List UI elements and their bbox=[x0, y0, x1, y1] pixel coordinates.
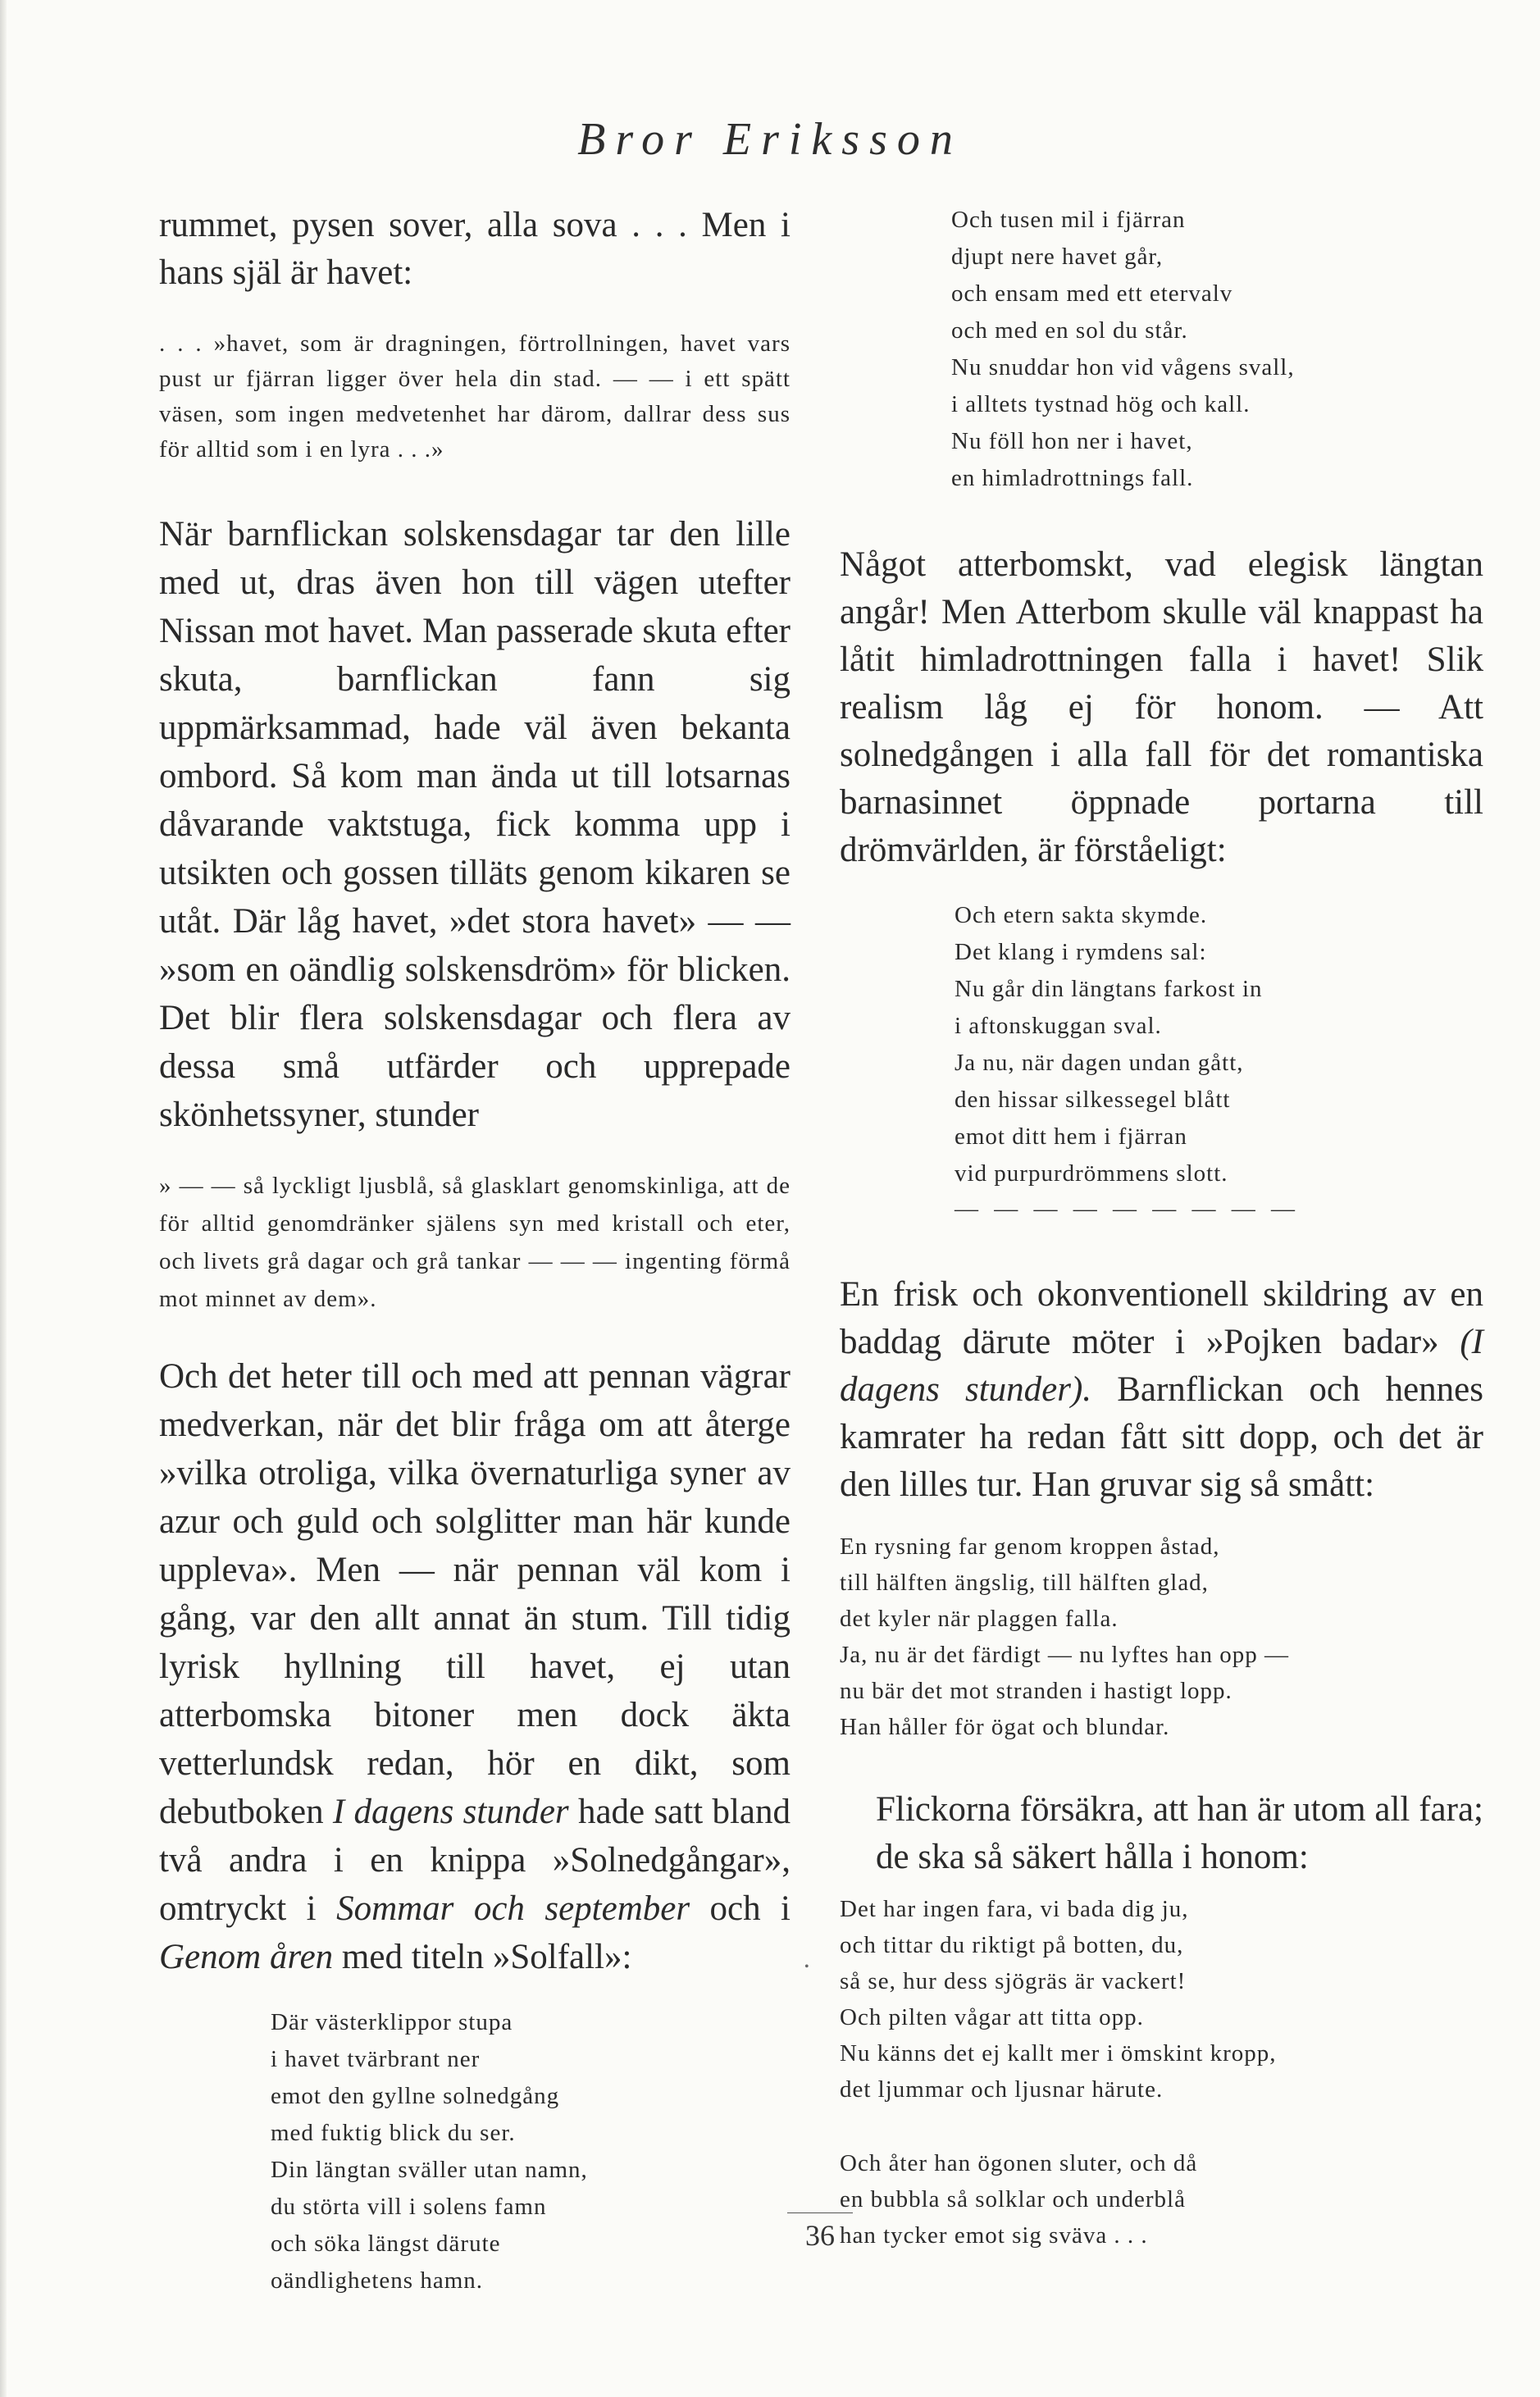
stray-mark: • bbox=[804, 1960, 809, 1974]
paragraph-text: En frisk och okonventionell skildring av en baddag därute möter i »Pojken badar» bbox=[840, 1275, 1483, 1361]
verse-line: i alltets tystnad hög och kall. bbox=[951, 391, 1251, 417]
verse-line: den hissar silkessegel blått bbox=[955, 1087, 1231, 1113]
paragraph-text: hade satt bland två andra i en knippa »Solnedgångar», omtryckt i bbox=[159, 1793, 791, 1928]
poem-bubbla bbox=[840, 2145, 1483, 2253]
verse-line: han tycker emot sig sväva . . . bbox=[840, 2222, 1148, 2249]
verse-line: Nu går din längtans farkost in bbox=[955, 976, 1263, 1002]
running-title: Bror Eriksson bbox=[577, 114, 963, 165]
paragraph-text: Och det heter till och med att pennan vägrar medverkan, när det blir fråga om att återge »vilka otroliga, vilka övernaturliga syner av azur och guld och solglitter man här kunde uppleva». Men — när pennan väl kom i gång, var den allt annat än stum. Till tidig lyrisk hyllning till havet, ej utan atterbomska bitoner men dock äkta vetterlundsk redan, hör en dikt, som debutboken bbox=[159, 1357, 791, 1831]
verse-line: nu bär det mot stranden i hastigt lopp. bbox=[840, 1678, 1232, 1704]
paragraph-text: Barnflickan och hennes kamrater ha redan fått sitt dopp, och det är den lilles tur. Han gruvar sig så smått: bbox=[840, 1370, 1484, 1504]
verse-line: emot ditt hem i fjärran bbox=[955, 1123, 1187, 1150]
dash-separator: — — — — — — — — — bbox=[955, 1196, 1300, 1222]
verse-line: Och åter han ögonen sluter, och då bbox=[840, 2150, 1198, 2176]
verse-line: Nu känns det ej kallt mer i ömskint kropp, bbox=[840, 2040, 1277, 2067]
verse-line: Ja, nu är det färdigt — nu lyftes han opp — bbox=[840, 1642, 1289, 1668]
verse-line: Och tusen mil i fjärran bbox=[951, 207, 1186, 233]
poem-drommen bbox=[840, 897, 1483, 1225]
poem-flickorna bbox=[840, 1891, 1483, 2108]
verse-line: till hälften ängslig, till hälften glad, bbox=[840, 1570, 1209, 1596]
paragraph: När barnflickan solskensdagar tar den lille med ut, dras även hon till vägen utefter Nissan mot havet. Man passerade skuta efter skuta, barnflickan fann sig uppmärksammad, hade väl även bekanta ombord. Så kom man ända ut till lotsarnas dåvarande vaktstuga, fick komma upp i utsikten och gossen tilläts genom kikaren se utåt. Där låg havet, »det stora havet» — — »som en oändlig solskensdröm» för blicken. Det blir flera solskensdagar och flera av dessa små utfärder och upprepade skönhetssyner, stunder bbox=[159, 515, 791, 1134]
poem-pojken-badar bbox=[840, 1529, 1483, 1745]
verse-line: Nu föll hon ner i havet, bbox=[951, 428, 1193, 454]
verse-line: det kyler när plaggen falla. bbox=[840, 1606, 1119, 1632]
verse-line: Och pilten vågar att titta opp. bbox=[840, 2004, 1144, 2030]
paragraph: Flickorna försäkra, att han är utom all fara; de ska så säkert hålla i honom: bbox=[876, 1790, 1483, 1876]
verse-line: en bubbla så solklar och underblå bbox=[840, 2186, 1186, 2212]
verse-line: och ensam med ett etervalv bbox=[951, 280, 1233, 307]
poem-solfall bbox=[159, 2004, 791, 2299]
verse-line: och med en sol du står. bbox=[951, 317, 1188, 344]
verse-line: Nu snuddar hon vid vågens svall, bbox=[951, 354, 1295, 381]
verse-line: oändlighetens hamn. bbox=[271, 2267, 484, 2294]
verse-line: och söka längst därute bbox=[271, 2231, 501, 2257]
book-title: (I dagens stunder). bbox=[840, 1323, 1483, 1409]
verse-line: med fuktig blick du ser. bbox=[271, 2120, 516, 2146]
verse-line: Och etern sakta skymde. bbox=[955, 902, 1208, 928]
page-edge bbox=[0, 0, 7, 2397]
verse-line: Där västerklippor stupa bbox=[271, 2009, 513, 2035]
left-column bbox=[159, 197, 791, 2299]
right-column bbox=[840, 197, 1483, 2253]
verse-line: Ja nu, när dagen undan gått, bbox=[955, 1050, 1244, 1076]
paragraph: rummet, pysen sover, alla sova . . . Men i hans själ är havet: bbox=[159, 206, 791, 292]
poem-continuation bbox=[840, 202, 1483, 497]
verse-line: djupt nere havet går, bbox=[951, 244, 1164, 270]
block-quote: . . . »havet, som är dragningen, förtrollningen, havet vars pust ur fjärran ligger över hela din stad. — — i ett spätt väsen, som ingen medvetenhet har därom, dallrar dess sus för alltid som i en lyra . . .» bbox=[159, 330, 791, 463]
verse-line: och tittar du riktigt på botten, du, bbox=[840, 1932, 1184, 1958]
verse-line: Din längtan sväller utan namn, bbox=[271, 2157, 588, 2183]
verse-line: Det har ingen fara, vi bada dig ju, bbox=[840, 1896, 1189, 1922]
verse-line: Han håller för ögat och blundar. bbox=[840, 1714, 1170, 1740]
verse-line: i havet tvärbrant ner bbox=[271, 2046, 481, 2072]
book-title: Genom åren bbox=[159, 1938, 334, 1976]
verse-line: Det klang i rymdens sal: bbox=[955, 939, 1207, 965]
verse-line: så se, hur dess sjögräs är vackert! bbox=[840, 1968, 1187, 1994]
verse-line: du störta vill i solens famn bbox=[271, 2194, 547, 2220]
verse-line: en himladrottnings fall. bbox=[951, 465, 1194, 491]
verse-line: i aftonskuggan sval. bbox=[955, 1013, 1162, 1039]
page-number: 36 bbox=[787, 2212, 853, 2253]
book-title: I dagens stunder bbox=[332, 1793, 569, 1831]
book-title: Sommar och september bbox=[336, 1889, 690, 1928]
paragraph-text: och i bbox=[690, 1889, 791, 1928]
verse-line: vid purpurdrömmens slott. bbox=[955, 1160, 1228, 1187]
block-quote: » — — så lyckligt ljusblå, så glasklart genomskinliga, att de för alltid genomdränker själens syn med kristall och eter, och livets grå dagar och grå tankar — — — ingenting förmå mot minnet av dem». bbox=[159, 1173, 791, 1312]
paragraph bbox=[159, 1352, 791, 1981]
paragraph-text: med titeln »Solfall»: bbox=[333, 1938, 632, 1976]
verse-line: En rysning far genom kroppen åstad, bbox=[840, 1533, 1220, 1560]
verse-line: det ljummar och ljusnar härute. bbox=[840, 2076, 1164, 2103]
paragraph: Något atterbomskt, vad elegisk längtan angår! Men Atterbom skulle väl knappast ha låtit himladrottningen falla i havet! Slik realism låg ej för honom. — Att solnedgången i alla fall för det romantiska barnasinnet öppnade portarna till drömvärlden, är förståeligt: bbox=[840, 545, 1483, 869]
paragraph bbox=[840, 1271, 1483, 1509]
verse-line: emot den gyllne solnedgång bbox=[271, 2083, 560, 2109]
